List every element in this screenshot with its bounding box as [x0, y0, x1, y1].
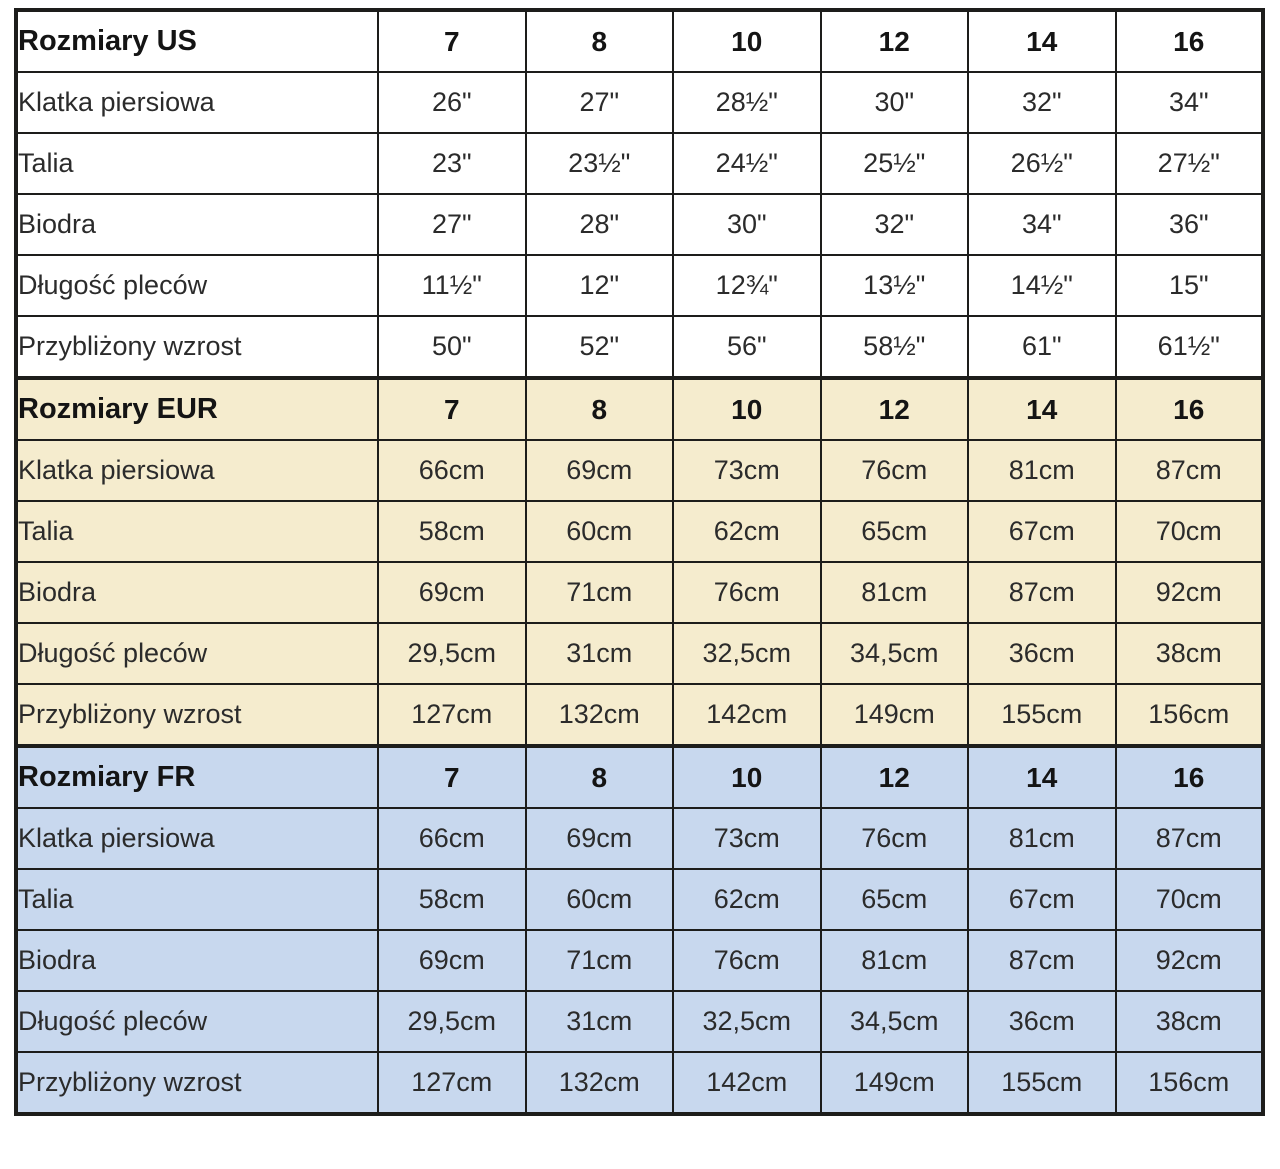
row-label: Długość pleców [16, 255, 378, 316]
row-label: Przybliżony wzrost [16, 316, 378, 378]
value-cell: 62cm [673, 501, 821, 562]
row-label: Klatka piersiowa [16, 808, 378, 869]
value-cell: 11½" [378, 255, 526, 316]
row-label: Długość pleców [16, 991, 378, 1052]
table-row [16, 623, 1263, 684]
value-cell: 69cm [378, 930, 526, 991]
size-column-header: 14 [968, 378, 1116, 440]
table-row [16, 72, 1263, 133]
value-cell: 87cm [968, 930, 1116, 991]
value-cell: 76cm [673, 562, 821, 623]
value-cell: 32" [968, 72, 1116, 133]
value-cell: 92cm [1116, 562, 1264, 623]
value-cell: 67cm [968, 501, 1116, 562]
section-header-row-fr [16, 746, 1263, 808]
value-cell: 156cm [1116, 684, 1264, 746]
value-cell: 36cm [968, 991, 1116, 1052]
table-row [16, 133, 1263, 194]
row-label: Biodra [16, 930, 378, 991]
value-cell: 12" [526, 255, 674, 316]
value-cell: 34" [968, 194, 1116, 255]
value-cell: 71cm [526, 562, 674, 623]
size-column-header: 14 [968, 746, 1116, 808]
size-column-header: 14 [968, 10, 1116, 72]
size-column-header: 10 [673, 10, 821, 72]
row-label: Przybliżony wzrost [16, 684, 378, 746]
value-cell: 27" [378, 194, 526, 255]
value-cell: 127cm [378, 684, 526, 746]
size-column-header: 16 [1116, 378, 1264, 440]
value-cell: 155cm [968, 684, 1116, 746]
value-cell: 14½" [968, 255, 1116, 316]
value-cell: 65cm [821, 869, 969, 930]
value-cell: 81cm [968, 440, 1116, 501]
value-cell: 60cm [526, 501, 674, 562]
size-column-header: 12 [821, 746, 969, 808]
value-cell: 32,5cm [673, 623, 821, 684]
table-row [16, 869, 1263, 930]
size-column-header: 7 [378, 746, 526, 808]
value-cell: 12¾" [673, 255, 821, 316]
value-cell: 15" [1116, 255, 1264, 316]
value-cell: 23" [378, 133, 526, 194]
row-label: Talia [16, 133, 378, 194]
section-title: Rozmiary EUR [16, 378, 378, 440]
value-cell: 36cm [968, 623, 1116, 684]
table-row [16, 684, 1263, 746]
value-cell: 92cm [1116, 930, 1264, 991]
value-cell: 149cm [821, 1052, 969, 1114]
value-cell: 31cm [526, 991, 674, 1052]
value-cell: 81cm [821, 930, 969, 991]
value-cell: 13½" [821, 255, 969, 316]
value-cell: 50" [378, 316, 526, 378]
table-row [16, 255, 1263, 316]
row-label: Przybliżony wzrost [16, 1052, 378, 1114]
value-cell: 23½" [526, 133, 674, 194]
size-column-header: 12 [821, 10, 969, 72]
value-cell: 29,5cm [378, 623, 526, 684]
value-cell: 73cm [673, 808, 821, 869]
table-row [16, 440, 1263, 501]
row-label: Talia [16, 869, 378, 930]
size-column-header: 7 [378, 378, 526, 440]
value-cell: 76cm [673, 930, 821, 991]
value-cell: 66cm [378, 808, 526, 869]
value-cell: 70cm [1116, 501, 1264, 562]
value-cell: 32" [821, 194, 969, 255]
section-title: Rozmiary US [16, 10, 378, 72]
value-cell: 70cm [1116, 869, 1264, 930]
value-cell: 25½" [821, 133, 969, 194]
value-cell: 34" [1116, 72, 1264, 133]
value-cell: 87cm [1116, 440, 1264, 501]
value-cell: 69cm [526, 440, 674, 501]
row-label: Długość pleców [16, 623, 378, 684]
value-cell: 58cm [378, 869, 526, 930]
value-cell: 31cm [526, 623, 674, 684]
table-row [16, 808, 1263, 869]
value-cell: 81cm [821, 562, 969, 623]
value-cell: 73cm [673, 440, 821, 501]
table-row [16, 316, 1263, 378]
value-cell: 36" [1116, 194, 1264, 255]
value-cell: 24½" [673, 133, 821, 194]
table-row [16, 991, 1263, 1052]
table-row [16, 562, 1263, 623]
table-body [16, 10, 1263, 1114]
value-cell: 132cm [526, 1052, 674, 1114]
value-cell: 26½" [968, 133, 1116, 194]
size-column-header: 16 [1116, 746, 1264, 808]
section-header-row-us [16, 10, 1263, 72]
size-column-header: 8 [526, 746, 674, 808]
value-cell: 32,5cm [673, 991, 821, 1052]
value-cell: 34,5cm [821, 623, 969, 684]
size-column-header: 7 [378, 10, 526, 72]
value-cell: 142cm [673, 1052, 821, 1114]
value-cell: 27½" [1116, 133, 1264, 194]
value-cell: 142cm [673, 684, 821, 746]
section-title: Rozmiary FR [16, 746, 378, 808]
row-label: Klatka piersiowa [16, 440, 378, 501]
value-cell: 127cm [378, 1052, 526, 1114]
value-cell: 149cm [821, 684, 969, 746]
value-cell: 76cm [821, 440, 969, 501]
value-cell: 65cm [821, 501, 969, 562]
value-cell: 26" [378, 72, 526, 133]
value-cell: 27" [526, 72, 674, 133]
value-cell: 38cm [1116, 991, 1264, 1052]
value-cell: 56" [673, 316, 821, 378]
value-cell: 61½" [1116, 316, 1264, 378]
size-column-header: 12 [821, 378, 969, 440]
value-cell: 67cm [968, 869, 1116, 930]
value-cell: 69cm [378, 562, 526, 623]
table-row [16, 930, 1263, 991]
value-cell: 38cm [1116, 623, 1264, 684]
size-column-header: 10 [673, 378, 821, 440]
row-label: Biodra [16, 562, 378, 623]
value-cell: 30" [673, 194, 821, 255]
row-label: Klatka piersiowa [16, 72, 378, 133]
value-cell: 76cm [821, 808, 969, 869]
section-header-row-eur [16, 378, 1263, 440]
size-column-header: 16 [1116, 10, 1264, 72]
size-chart-table [14, 8, 1265, 1116]
value-cell: 87cm [1116, 808, 1264, 869]
row-label: Biodra [16, 194, 378, 255]
size-column-header: 8 [526, 10, 674, 72]
value-cell: 60cm [526, 869, 674, 930]
value-cell: 156cm [1116, 1052, 1264, 1114]
table-row [16, 1052, 1263, 1114]
value-cell: 62cm [673, 869, 821, 930]
value-cell: 29,5cm [378, 991, 526, 1052]
value-cell: 28½" [673, 72, 821, 133]
value-cell: 155cm [968, 1052, 1116, 1114]
value-cell: 61" [968, 316, 1116, 378]
size-column-header: 8 [526, 378, 674, 440]
value-cell: 58½" [821, 316, 969, 378]
table-row [16, 194, 1263, 255]
value-cell: 66cm [378, 440, 526, 501]
table-row [16, 501, 1263, 562]
value-cell: 87cm [968, 562, 1116, 623]
value-cell: 71cm [526, 930, 674, 991]
size-column-header: 10 [673, 746, 821, 808]
value-cell: 28" [526, 194, 674, 255]
value-cell: 69cm [526, 808, 674, 869]
value-cell: 52" [526, 316, 674, 378]
value-cell: 81cm [968, 808, 1116, 869]
value-cell: 30" [821, 72, 969, 133]
value-cell: 58cm [378, 501, 526, 562]
value-cell: 34,5cm [821, 991, 969, 1052]
value-cell: 132cm [526, 684, 674, 746]
row-label: Talia [16, 501, 378, 562]
